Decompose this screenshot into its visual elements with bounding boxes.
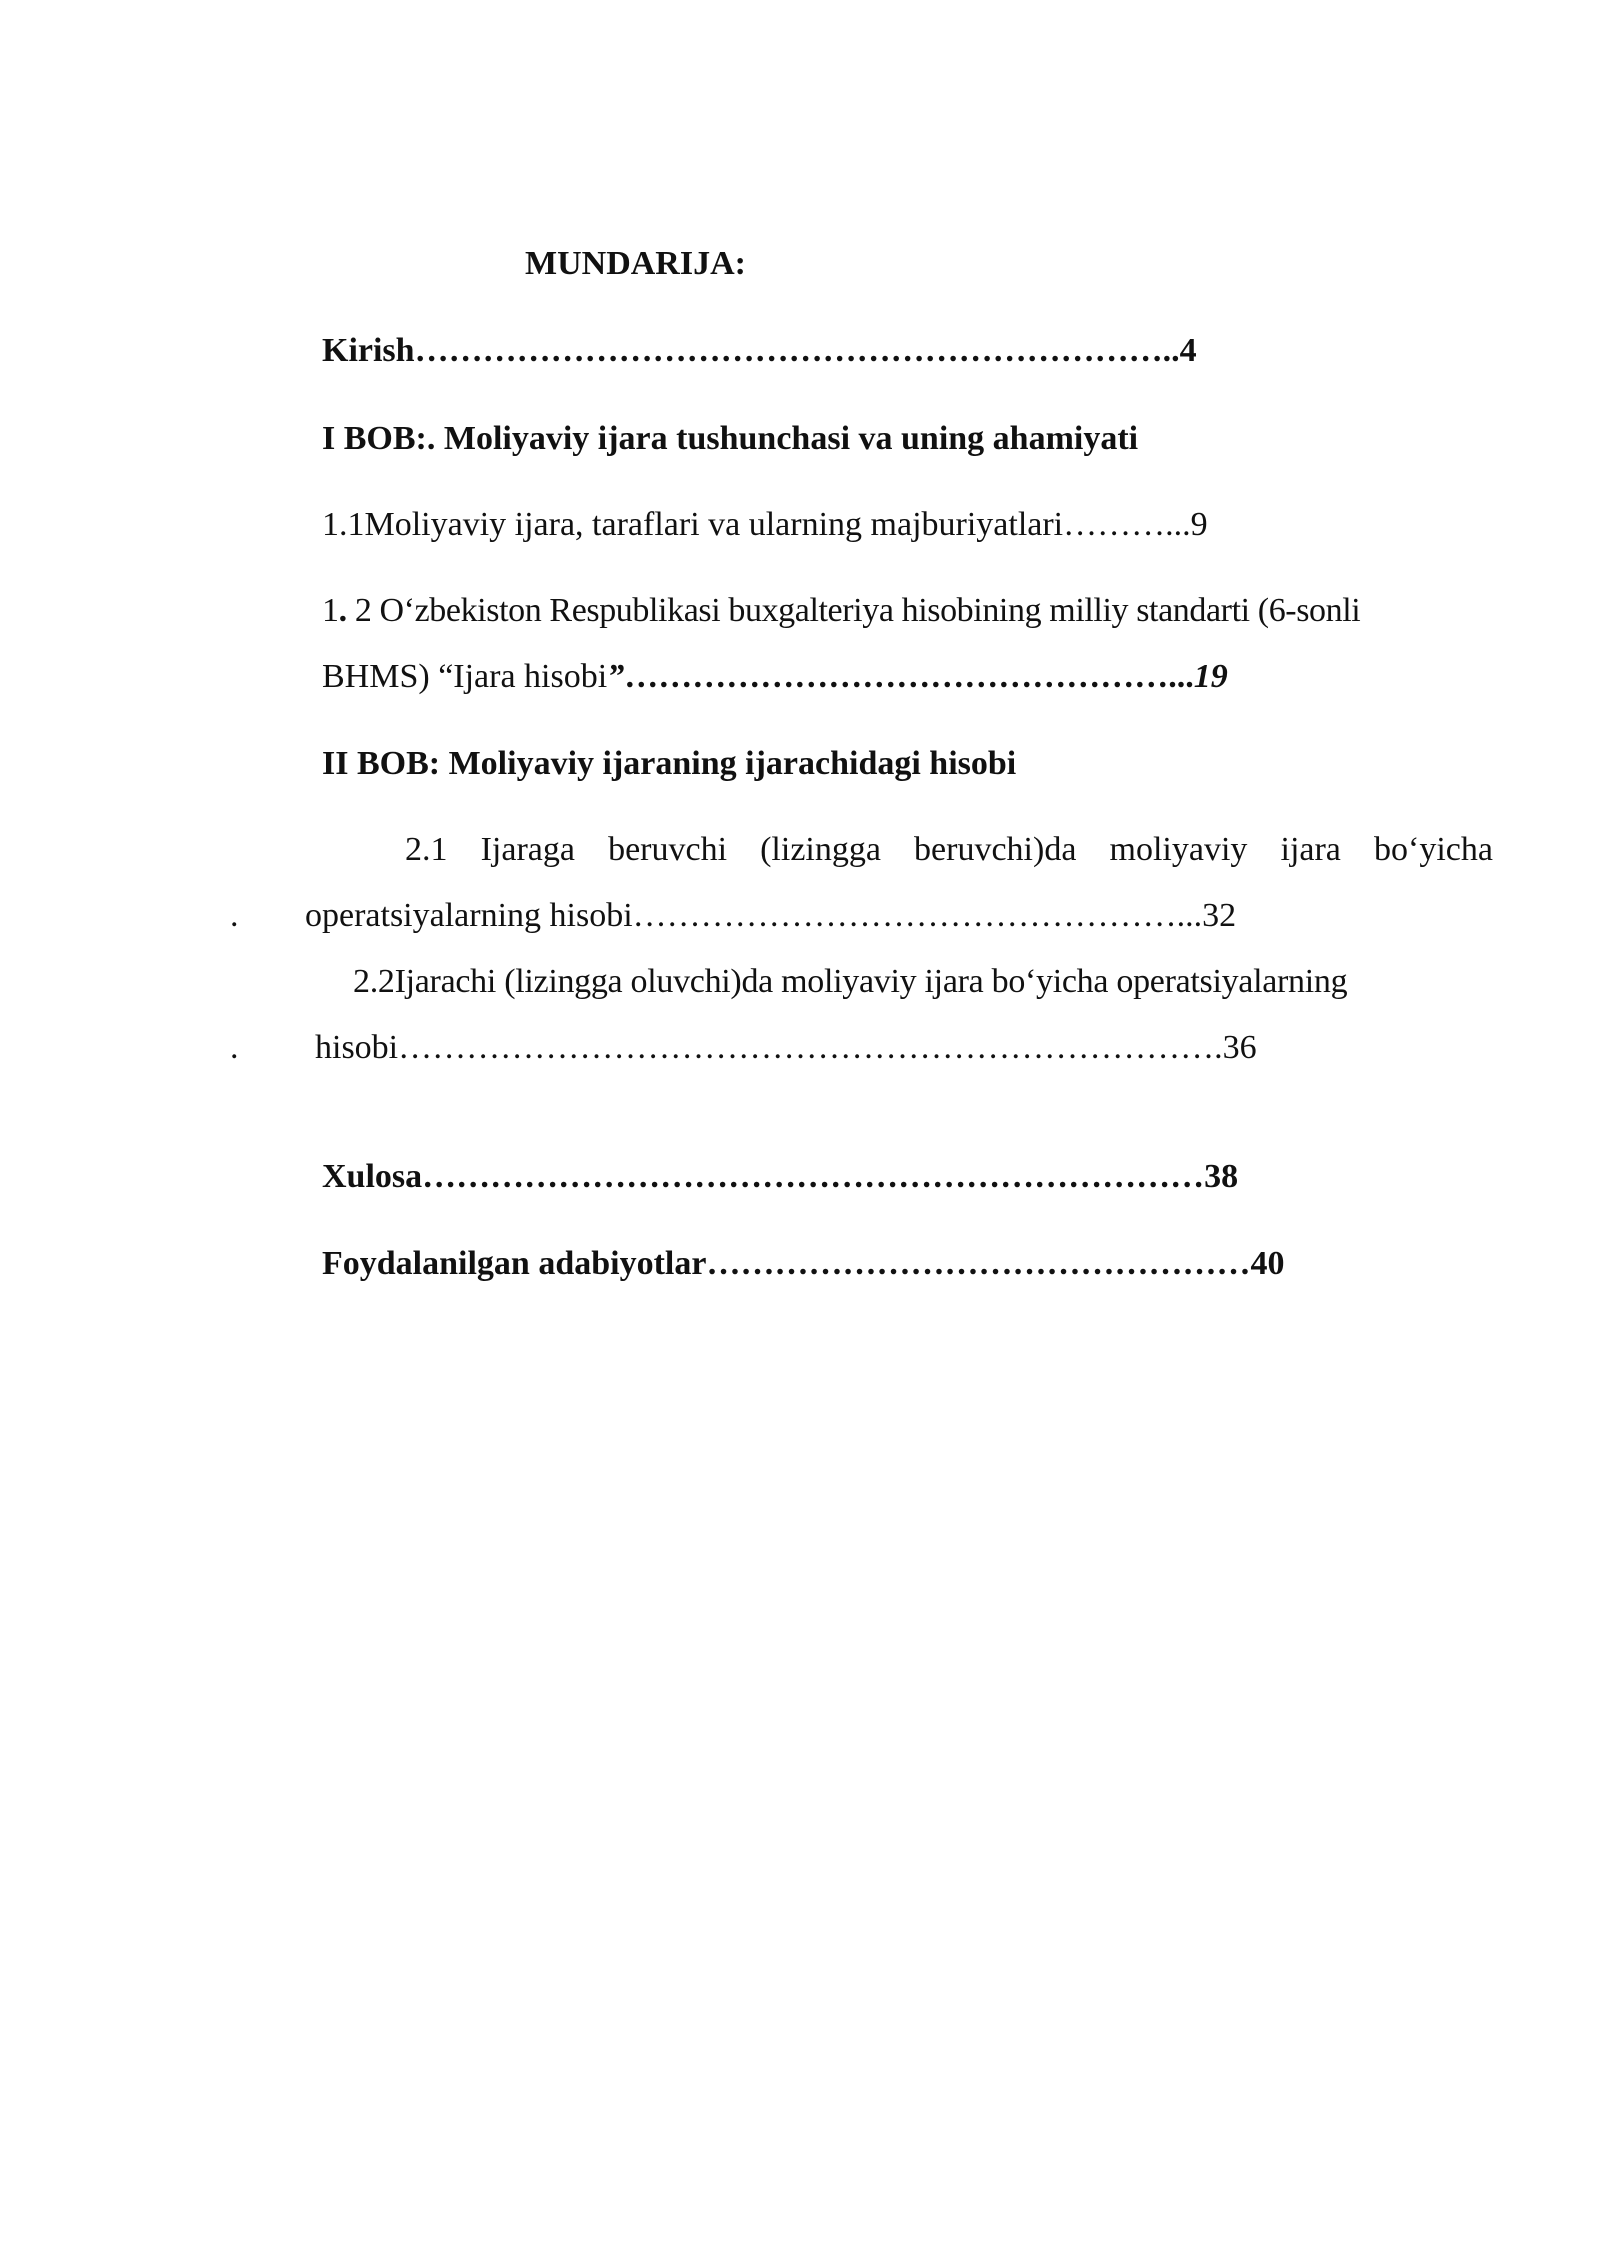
toc-entry-dots: ……………………………………………………………: [422, 1158, 1205, 1195]
list-marker: .: [230, 897, 239, 934]
toc-entry-dots: ………..: [1063, 506, 1183, 543]
toc-entry-2-2-line-1[interactable]: [353, 962, 1347, 1002]
toc-entry-2-2-line-2[interactable]: [315, 1028, 1257, 1068]
toc-entry-intro[interactable]: [322, 331, 1197, 371]
toc-entry-number-dot: .: [338, 592, 347, 629]
toc-word: beruvchi)da: [914, 831, 1077, 868]
toc-entry-label-continued: operatsiyalarning hisobi: [305, 897, 633, 934]
toc-entry-label: Kirish: [322, 332, 415, 369]
toc-entry-1-2-line-1[interactable]: [322, 591, 1360, 631]
toc-word: ijara: [1280, 831, 1341, 868]
toc-word: bo‘yicha: [1374, 831, 1493, 868]
toc-word: (lizingga: [760, 831, 881, 868]
toc-entry-dots: …………………………………………...: [624, 658, 1194, 695]
toc-entry-close-quote: ”: [607, 658, 625, 695]
toc-entry-dots: …………………………………………………………..: [414, 332, 1180, 369]
toc-chapter-label: I BOB:. Moliyaviy ijara tushunchasi va uning ahamiyati: [322, 420, 1139, 457]
toc-entry-dots: ……………………………………………………………….: [398, 1029, 1223, 1066]
toc-entry-references[interactable]: [322, 1244, 1284, 1284]
toc-entry-1-2-line-2[interactable]: [322, 657, 1228, 697]
toc-entry-2-1-line-2[interactable]: [305, 896, 1236, 936]
toc-entry-page: 36: [1222, 1029, 1257, 1066]
toc-word: Ijaraga: [480, 831, 575, 868]
toc-entry-label: 2.2Ijarachi (lizingga oluvchi)da moliyaviy ijara bo‘yicha operatsiyalarning: [353, 963, 1348, 1000]
toc-title: [525, 244, 746, 284]
toc-title-text: MUNDARIJA:: [525, 245, 746, 282]
toc-entry-1-1[interactable]: [322, 505, 1208, 545]
list-marker: .: [230, 1029, 239, 1066]
toc-entry-page: 40: [1250, 1245, 1285, 1282]
toc-entry-label-continued: BHMS) “Ijara hisobi: [322, 658, 608, 695]
toc-entry-label: Foydalanilgan adabiyotlar: [322, 1245, 707, 1282]
toc-chapter-2-heading[interactable]: [322, 744, 1016, 784]
toc-chapter-1-heading[interactable]: [322, 419, 1138, 459]
toc-entry-dots: …………………………………………...: [632, 897, 1203, 934]
toc-entry-conclusion[interactable]: [322, 1157, 1238, 1197]
toc-chapter-label: II BOB: Moliyaviy ijaraning ijarachidagi hisobi: [322, 745, 1017, 782]
toc-word: moliyaviy: [1109, 831, 1248, 868]
toc-entry-label: 2 O‘zbekiston Respublikasi buxgalteriya hisobining milliy standarti (6-sonli: [354, 592, 1361, 629]
toc-entry-label-continued: hisobi: [315, 1029, 399, 1066]
toc-entry-label: Xulosa: [322, 1158, 423, 1195]
toc-entry-page: .9: [1182, 506, 1208, 543]
toc-entry-page: 32: [1202, 897, 1237, 934]
toc-word: 2.1: [405, 831, 448, 868]
toc-entry-2-1-line-1[interactable]: [405, 830, 1493, 870]
toc-entry-number: 1: [322, 592, 339, 629]
toc-entry-page: 19: [1193, 658, 1228, 695]
toc-entry-label: 1.1Moliyaviy ijara, taraflari va ularning majburiyatlari: [322, 506, 1064, 543]
toc-entry-dots: …………………………………………: [706, 1245, 1251, 1282]
toc-entry-page: 38: [1204, 1158, 1239, 1195]
toc-word: beruvchi: [608, 831, 728, 868]
toc-entry-page: 4: [1179, 332, 1197, 369]
